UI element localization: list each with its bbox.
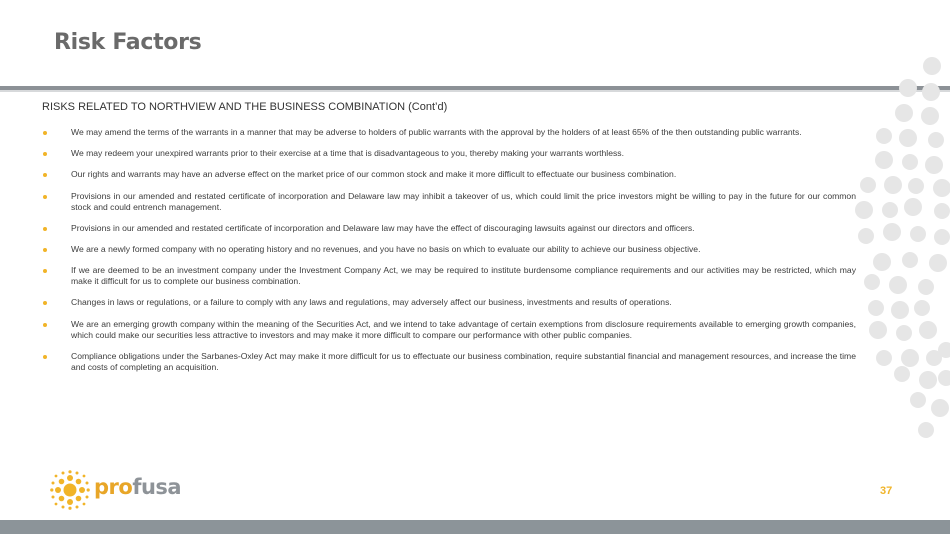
risk-bullet: Provisions in our amended and restated certificate of incorporation and Delaware law may have the effect of discouraging lawsuits against our directors and officers. — [42, 223, 856, 234]
title-divider-shadow — [0, 90, 950, 92]
logo-text-fusa: fusa — [132, 475, 182, 499]
risk-bullet: We may redeem your unexpired warrants prior to their exercise at a time that is disadvantageous to you, thereby making your warrants worthless. — [42, 148, 856, 159]
risk-bullet: If we are deemed to be an investment company under the Investment Company Act, we may be required to institute burdensome compliance requirements and our activities may be restricted, which may make it difficult for us to complete our business combination. — [42, 265, 856, 287]
sun-dots-logo-icon — [50, 470, 90, 510]
risk-bullet-list — [42, 127, 856, 383]
risk-bullet: Our rights and warrants may have an adverse effect on the market price of our common stock and make it more difficult to effectuate our business combination. — [42, 169, 856, 180]
logo-text-pro: pro — [94, 475, 133, 499]
risk-bullet: We are a newly formed company with no operating history and no revenues, and you have no basis on which to evaluate our ability to achieve our business objective. — [42, 244, 856, 255]
risk-bullet: Changes in laws or regulations, or a failure to comply with any laws and regulations, may adversely affect our business, investments and results of operations. — [42, 297, 856, 308]
logo-wordmark — [94, 475, 181, 499]
risk-bullet: Provisions in our amended and restated certificate of incorporation and Delaware law may inhibit a takeover of us, which could limit the price investors might be willing to pay in the future for our common stock and could entrench management. — [42, 191, 856, 213]
footer-bar — [0, 520, 950, 534]
risk-bullet: We may amend the terms of the warrants in a manner that may be adverse to holders of public warrants with the approval by the holders of at least 65% of the then outstanding public warrants. — [42, 127, 856, 138]
page-number: 37 — [880, 485, 893, 497]
slide-title: Risk Factors — [54, 30, 202, 55]
risk-bullet: We are an emerging growth company within the meaning of the Securities Act, and we intend to take advantage of certain exemptions from disclosure requirements available to emerging growth companies, which could make our securities less attractive to investors and may make it more difficult to compare our performance with other public companies. — [42, 319, 856, 341]
risk-bullet: Compliance obligations under the Sarbanes-Oxley Act may make it more difficult for us to effectuate our business combination, require substantial financial and management resources, and increase the time and costs of completing an acquisition. — [42, 351, 856, 373]
section-heading: RISKS RELATED TO NORTHVIEW AND THE BUSINESS COMBINATION (Cont’d) — [42, 101, 448, 113]
profusa-logo — [50, 470, 180, 510]
